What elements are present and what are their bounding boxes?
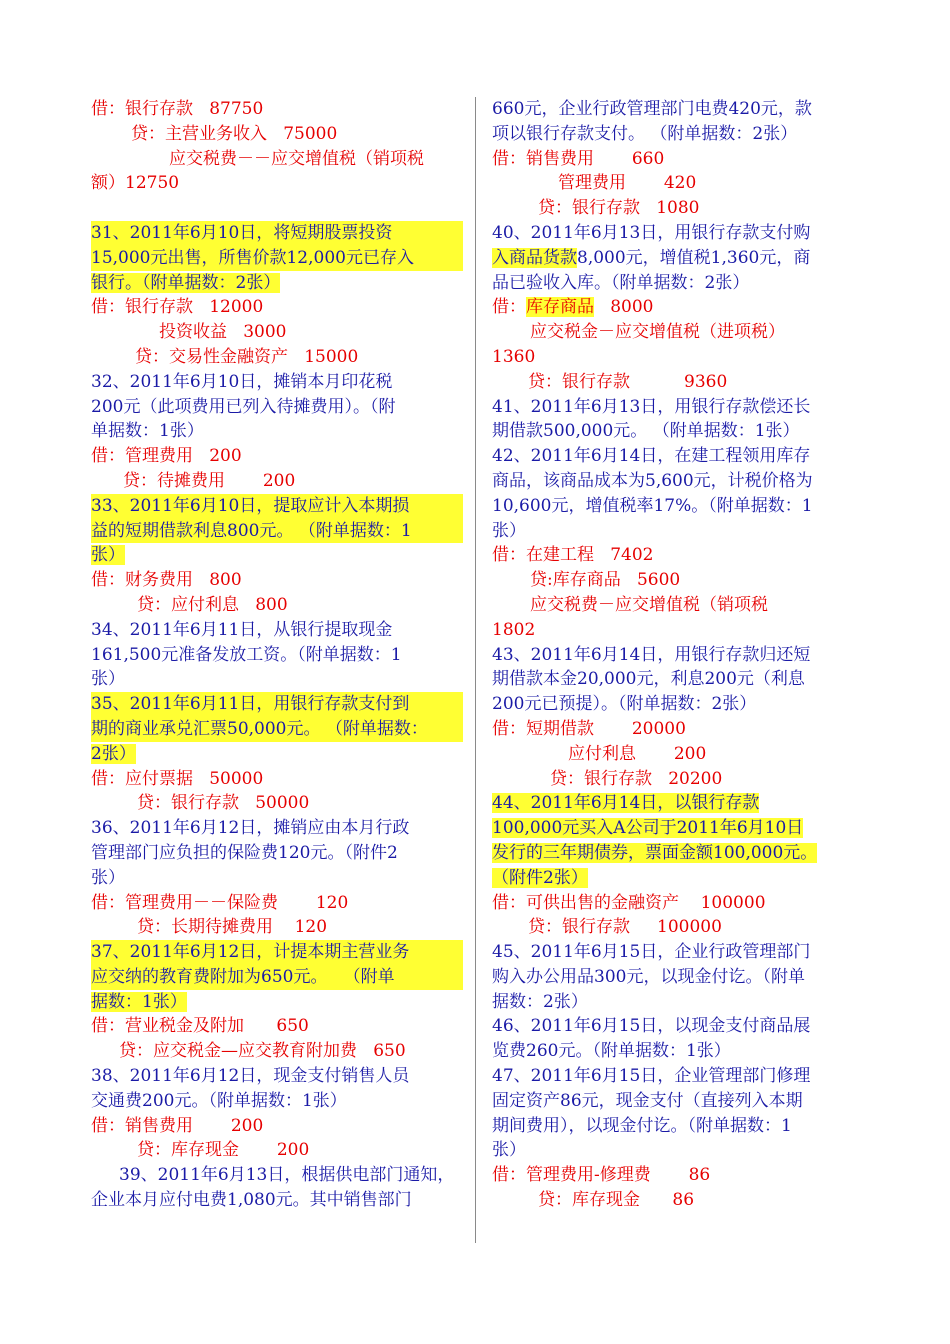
journal-entry-line: 贷：库存现金 86: [538, 1190, 695, 1211]
transaction-text-line: [492, 866, 864, 891]
transaction-text-line: 交通费200元。（附单据数：1张）: [91, 1090, 347, 1111]
journal-entry-line: 1802: [492, 619, 536, 640]
journal-entry-line: 应交税费－应交增值税（销项税: [530, 594, 768, 615]
journal-entry-line: 应付利息 200: [568, 743, 707, 764]
transaction-text-line: 47、2011年6月15日，企业管理部门修理: [492, 1066, 811, 1087]
transaction-text-line: 43、2011年6月14日，用银行存款归还短: [492, 644, 811, 665]
transaction-text-line: 期借款本金20,000元，利息200元（利息: [492, 669, 805, 690]
journal-entry-line: 借：营业税金及附加 650: [91, 1016, 309, 1037]
transaction-text-line: 46、2011年6月15日，以现金支付商品展: [492, 1016, 811, 1037]
column-divider: [475, 97, 476, 1243]
transaction-text-line: [91, 543, 463, 568]
highlighted-text: 44、2011年6月14日，以银行存款: [492, 793, 760, 814]
transaction-text-line: 40、2011年6月13日，用银行存款支付购: [492, 222, 811, 243]
journal-entry-line: 应交税费－－应交增值税（销项税: [169, 148, 424, 169]
journal-entry-line: 贷：应交税金—应交教育附加费 650: [119, 1041, 406, 1062]
journal-entry-line: 借：销售费用 660: [492, 148, 665, 169]
transaction-text-line: 览费260元。（附单据数：1张）: [492, 1041, 731, 1062]
transaction-text-line: 660元，企业行政管理部门电费420元，款: [492, 99, 812, 119]
transaction-text-line: 张）: [492, 1140, 526, 1161]
transaction-text-line: 期的商业承兑汇票50,000元。 （附单据数：: [91, 717, 463, 742]
transaction-text-line: 商品，该商品成本为5,600元，计税价格为: [492, 470, 813, 491]
transaction-text-line: 42、2011年6月14日，在建工程领用库存: [492, 446, 811, 467]
journal-entry-line: 借：财务费用 800: [91, 570, 242, 591]
transaction-text-line: 200元已预提）。（附单据数：2张）: [492, 694, 757, 715]
journal-entry-line: [91, 196, 463, 221]
transaction-text-line: 39、2011年6月13日，根据供电部门通知，: [119, 1165, 455, 1186]
transaction-text-line: 32、2011年6月10日，摊销本月印花税: [91, 371, 393, 392]
journal-entry-line: 借：管理费用－－保险费 120: [91, 892, 349, 913]
highlighted-text: 银行。（附单据数：2张）: [91, 272, 281, 293]
transaction-text-line: [91, 742, 463, 767]
transaction-text-line: 161,500元准备发放工资。（附单据数：1: [91, 644, 402, 665]
journal-entry-line: 额）12750: [91, 173, 180, 194]
transaction-text-line: 34、2011年6月11日，从银行提取现金: [91, 619, 393, 640]
journal-entry-line: 贷：银行存款 50000: [137, 793, 310, 814]
right-column: [492, 97, 864, 1213]
transaction-text-line: 单据数：1张）: [91, 421, 204, 442]
journal-entry-line: 1360: [492, 346, 536, 367]
journal-entry-line: 贷：待摊费用 200: [123, 470, 296, 491]
transaction-text-line: 10,600元，增值税率17%。（附单据数：1: [492, 495, 813, 516]
transaction-text-line: 41、2011年6月13日，用银行存款偿还长: [492, 396, 811, 417]
transaction-text-line: 37、2011年6月12日，计提本期主营业务: [91, 940, 463, 965]
journal-entry-line: 贷:库存商品 5600: [530, 570, 681, 591]
journal-entry-line: 借：销售费用 200: [91, 1115, 264, 1136]
journal-entry-line: 借：库存商品 8000: [492, 297, 654, 318]
transaction-text-line: [91, 271, 463, 296]
transaction-text-line: [91, 990, 463, 1015]
transaction-text-line: 张）: [492, 520, 526, 541]
journal-entry-line: 借：应付票据 50000: [91, 768, 264, 789]
highlighted-text: 入商品货款: [492, 247, 577, 268]
transaction-text-line: 购入办公用品300元，以现金付讫。（附单: [492, 966, 805, 987]
journal-entry-line: 贷：银行存款 1080: [538, 198, 700, 219]
transaction-text-line: 200元（此项费用已列入待摊费用）。（附: [91, 396, 396, 417]
journal-entry-line: 借：银行存款 12000: [91, 297, 264, 318]
transaction-text-line: 应交纳的教育费附加为650元。 （附单: [91, 965, 463, 990]
journal-entry-line: 借：管理费用 200: [91, 446, 242, 467]
journal-entry-line: 借：在建工程 7402: [492, 545, 654, 566]
journal-entry-line: 管理费用 420: [558, 173, 697, 194]
transaction-text-line: [492, 841, 864, 866]
transaction-text-line: 35、2011年6月11日，用银行存款支付到: [91, 692, 463, 717]
transaction-text-line: 据数：2张）: [492, 991, 588, 1012]
transaction-text-line: 45、2011年6月15日，企业行政管理部门: [492, 942, 811, 963]
transaction-text-line: [492, 791, 864, 816]
journal-entry-line: 借：短期借款 20000: [492, 718, 686, 739]
highlighted-text: 据数：1张）: [91, 991, 187, 1012]
transaction-text-line: 项以银行存款支付。 （附单据数：2张）: [492, 123, 798, 144]
transaction-text-line: 期借款500,000元。 （附单据数：1张）: [492, 421, 800, 442]
transaction-text-line: 入商品货款8,000元，增值税1,360元，商: [492, 247, 811, 268]
journal-entry-line: 借：可供出售的金融资产 100000: [492, 892, 766, 913]
left-column: [91, 97, 463, 1213]
journal-entry-line: 贷：应付利息 800: [137, 594, 288, 615]
transaction-text-line: 张）: [91, 867, 125, 888]
journal-entry-line: 贷：银行存款 100000: [528, 917, 722, 938]
transaction-text-line: 管理部门应负担的保险费120元。（附件2: [91, 842, 398, 863]
transaction-text-line: 36、2011年6月12日，摊销应由本月行政: [91, 818, 410, 839]
transaction-text-line: 15,000元出售，所售价款12,000元已存入: [91, 246, 463, 271]
journal-entry-line: 贷：主营业务收入 75000: [131, 123, 338, 144]
journal-entry-line: 贷：交易性金融资产 15000: [135, 346, 359, 367]
journal-entry-line: 投资收益 3000: [159, 322, 287, 343]
journal-entry-line: 借：管理费用-修理费 86: [492, 1165, 711, 1186]
transaction-text-line: 期间费用），以现金付讫。（附单据数：1: [492, 1115, 792, 1136]
transaction-text-line: 31、2011年6月10日，将短期股票投资: [91, 221, 463, 246]
transaction-text-line: 企业本月应付电费1,080元。其中销售部门: [91, 1190, 412, 1211]
journal-entry-line: 贷：长期待摊费用 120: [137, 917, 328, 938]
transaction-text-line: 益的短期借款利息800元。 （附单据数：1: [91, 519, 463, 544]
journal-entry-line: 应交税金－应交增值税（进项税）: [530, 322, 785, 343]
transaction-text-line: 品已验收入库。（附单据数：2张）: [492, 272, 750, 293]
highlighted-text: 张）: [91, 545, 125, 566]
highlighted-text: 100,000元买入A公司于2011年6月10日: [492, 818, 804, 839]
highlighted-text: 发行的三年期债券，票面金额100,000元。: [492, 842, 818, 863]
transaction-text-line: [492, 816, 864, 841]
journal-entry-line: 贷：银行存款 20200: [550, 768, 723, 789]
highlighted-text: 库存商品: [526, 297, 594, 318]
transaction-text-line: 张）: [91, 669, 125, 690]
highlighted-text: 2张）: [91, 743, 136, 764]
transaction-text-line: 33、2011年6月10日，提取应计入本期损: [91, 494, 463, 519]
journal-entry-line: 借：银行存款 87750: [91, 99, 264, 119]
highlighted-text: （附件2张）: [492, 867, 588, 888]
journal-entry-line: 贷：银行存款 9360: [528, 371, 728, 392]
journal-entry-line: 贷：库存现金 200: [137, 1140, 310, 1161]
transaction-text-line: 固定资产86元，现金支付（直接列入本期: [492, 1090, 803, 1111]
transaction-text-line: 38、2011年6月12日，现金支付销售人员: [91, 1066, 410, 1087]
